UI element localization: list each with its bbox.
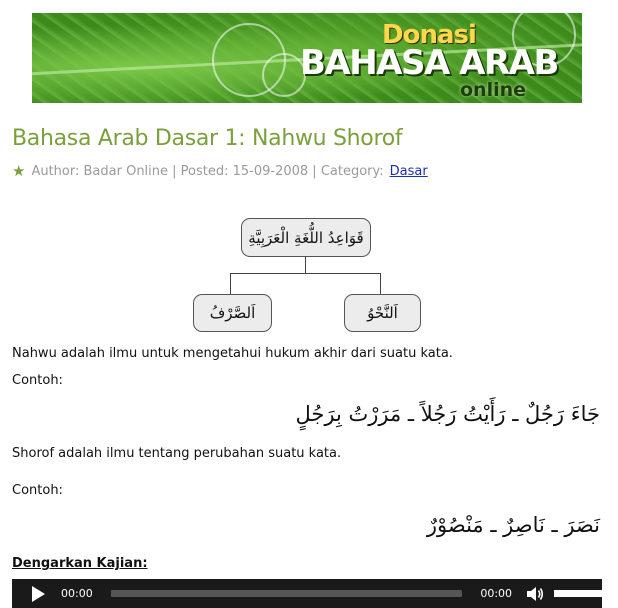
post-meta — [12, 162, 428, 180]
diagram-root-node: قَوَاعِدُ اللُّغَةِ الْعَرَبِيَّةِ — [241, 218, 371, 257]
banner-title-text: BAHASA ARAB — [300, 43, 558, 83]
play-icon[interactable] — [32, 586, 45, 602]
example-label: Contoh: — [12, 483, 63, 498]
post-title[interactable]: Bahasa Arab Dasar 1: Nahwu Shorof — [12, 126, 403, 151]
banner-donasi-text: Donasi — [382, 20, 476, 50]
post-meta-text: Author: Badar Online | Posted: 15-09-2008 | Category: — [31, 163, 384, 179]
volume-slider[interactable] — [554, 590, 602, 597]
seek-bar[interactable] — [111, 590, 463, 597]
diagram-nahwu-node: اَلنَّحْوُ — [344, 294, 421, 332]
star-icon: ★ — [12, 162, 26, 180]
banner-online-text: online — [460, 79, 527, 101]
duration-time: 00:00 — [480, 587, 513, 600]
shorof-example-arabic: نَصَرَ ـ نَاصِرٌ ـ مَنْصُوْرٌ — [426, 513, 600, 537]
nahwu-definition: Nahwu adalah ilmu untuk mengetahui hukum akhir dari suatu kata. — [12, 346, 453, 361]
shorof-definition: Shorof adalah ilmu tentang perubahan suatu kata. — [12, 446, 342, 461]
diagram-shorof-node: اَلصَّرْفُ — [193, 294, 272, 332]
site-banner[interactable] — [32, 13, 582, 103]
diagram-connector — [380, 273, 381, 295]
diagram-connector — [230, 273, 381, 274]
category-link[interactable]: Dasar — [389, 163, 428, 179]
diagram-connector — [305, 256, 306, 274]
diagram-connector — [230, 273, 231, 295]
current-time: 00:00 — [61, 587, 93, 600]
listen-heading: Dengarkan Kajian: — [12, 556, 148, 571]
volume-icon[interactable] — [526, 586, 544, 602]
grammar-diagram — [190, 215, 425, 335]
example-label: Contoh: — [12, 373, 63, 388]
nahwu-example-arabic: جَاءَ رَجُلٌ ـ رَأَيْتُ رَجُلاً ـ مَرَرْتُ بِرَجُلٍ — [295, 402, 600, 426]
audio-player[interactable] — [12, 579, 602, 608]
